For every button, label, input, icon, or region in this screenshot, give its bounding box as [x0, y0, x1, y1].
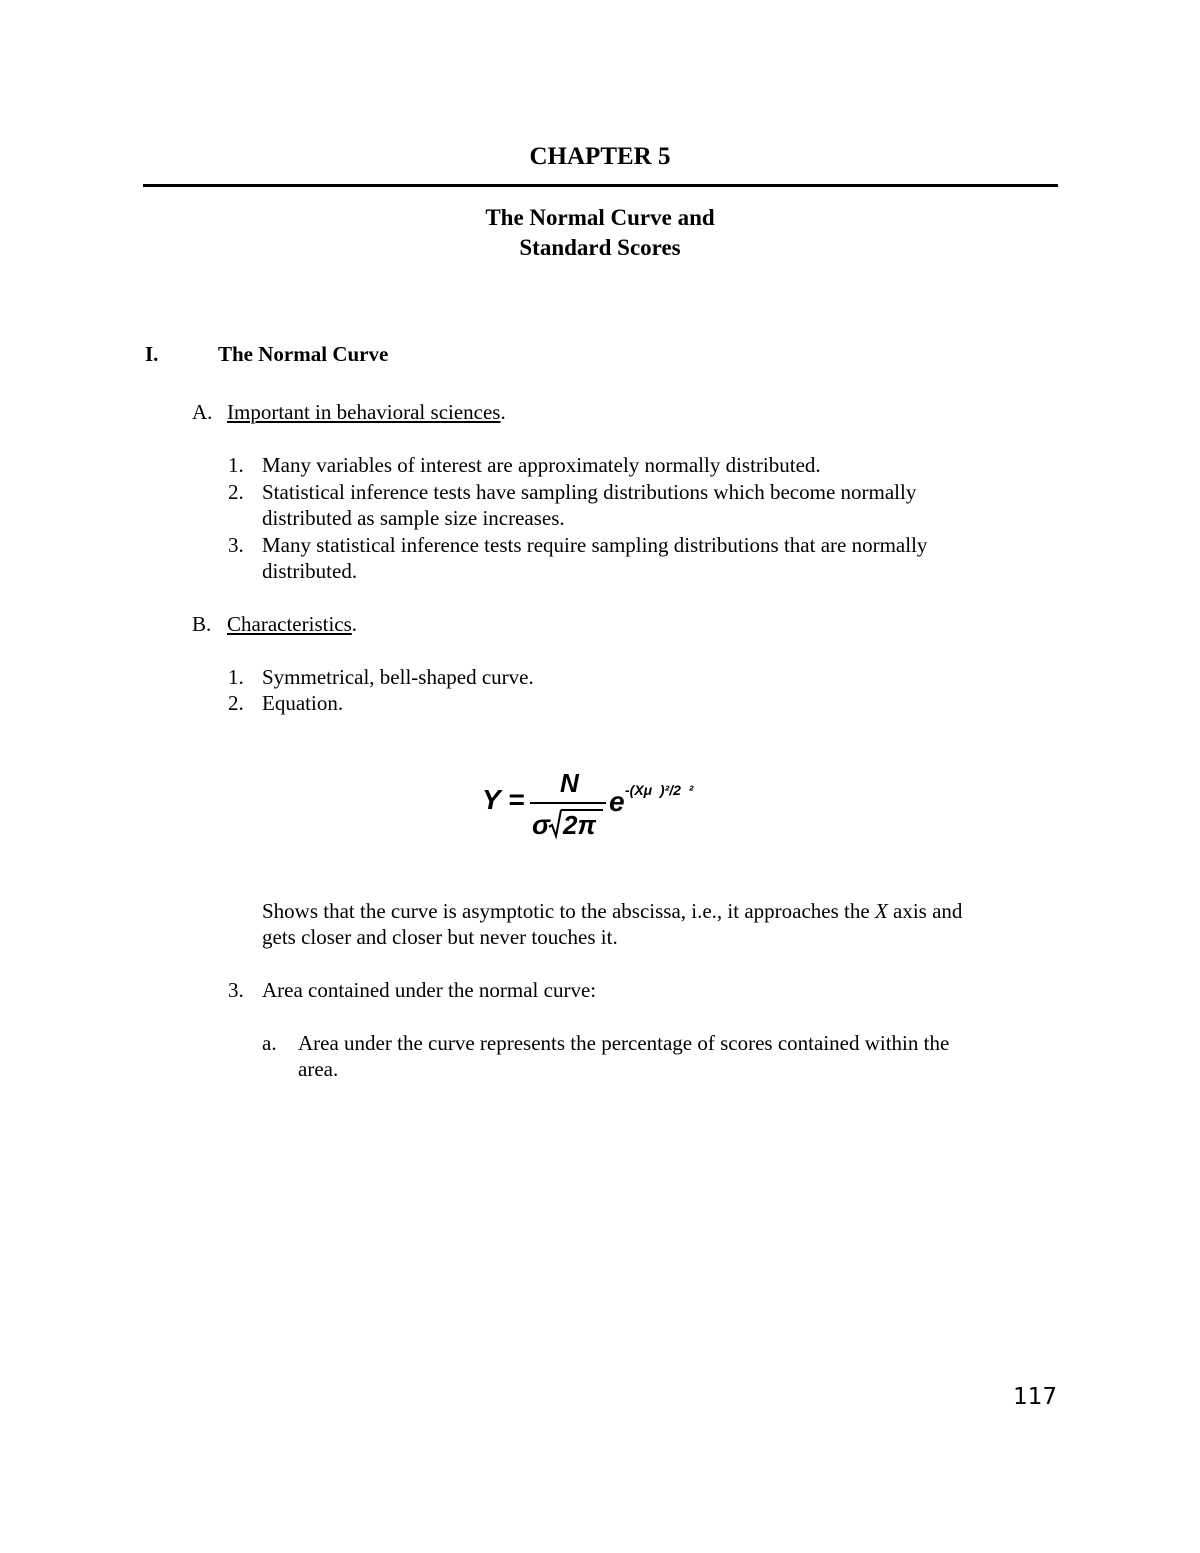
subsection-a-label: A.	[192, 400, 213, 424]
subsection-b-label: B.	[192, 612, 212, 636]
sublist-item-text: Area under the curve represents the percentage of scores contained within the	[298, 1031, 950, 1055]
sublist-item-text-cont: area.	[298, 1057, 339, 1081]
subsection-a-punct: .	[500, 400, 506, 424]
subsection-a-heading	[227, 399, 506, 425]
equation-sigma: σ	[532, 810, 550, 840]
normal-curve-equation	[470, 760, 750, 850]
equation-numerator: N	[560, 768, 579, 798]
explanation-text: axis and	[887, 899, 963, 923]
list-item-text-cont: distributed.	[262, 559, 358, 583]
section-title: The Normal Curve	[218, 342, 389, 366]
list-item-text: Many statistical inference tests require sampling distributions that are normally	[262, 533, 928, 557]
list-item-number: 1.	[228, 453, 244, 477]
list-item-text: Area contained under the normal curve:	[262, 978, 597, 1002]
subsection-b-punct: .	[351, 612, 358, 636]
list-item-text: Statistical inference tests have sampling distributions which become normally	[262, 480, 917, 504]
explanation-line1	[262, 898, 962, 924]
page-number: 117	[1013, 1384, 1057, 1410]
chapter-title-line2: Standard Scores	[519, 235, 681, 260]
list-item-number: 3.	[228, 533, 244, 557]
sublist-item-label: a.	[262, 1031, 277, 1055]
fraction-bar	[530, 802, 606, 804]
list-item-number: 2.	[228, 480, 244, 504]
list-item-number: 1.	[228, 665, 244, 689]
subsection-b-heading	[227, 611, 357, 637]
list-item-text: Many variables of interest are approximately normally distributed.	[262, 453, 821, 477]
heading-rule	[143, 184, 1058, 187]
section-number: I.	[145, 342, 159, 366]
explanation-line2: gets closer and closer but never touches it.	[262, 925, 618, 949]
explanation-text: Shows that the curve is asymptotic to the abscissa, i.e., it approaches the	[262, 899, 875, 923]
equation-exponent: -(Xμ )²/2 ²	[625, 782, 694, 798]
list-item-number: 3.	[228, 978, 244, 1002]
equation-base: e	[609, 786, 625, 817]
list-item-number: 2.	[228, 691, 244, 715]
chapter-heading: CHAPTER 5	[529, 143, 671, 170]
chapter-title-line1: The Normal Curve and	[485, 205, 715, 230]
equation-lhs: Y =	[482, 784, 525, 815]
square-root-sign	[548, 808, 562, 840]
subsection-b-title: Characteristics	[227, 612, 352, 636]
list-item-text: Equation.	[262, 691, 344, 715]
equation-root-arg: 2π	[563, 810, 596, 840]
list-item-text-cont: distributed as sample size increases.	[262, 506, 565, 530]
subsection-a-title: Important in behavioral sciences	[227, 400, 501, 424]
list-item-text: Symmetrical, bell-shaped curve.	[262, 665, 534, 689]
x-variable: X	[874, 899, 888, 923]
